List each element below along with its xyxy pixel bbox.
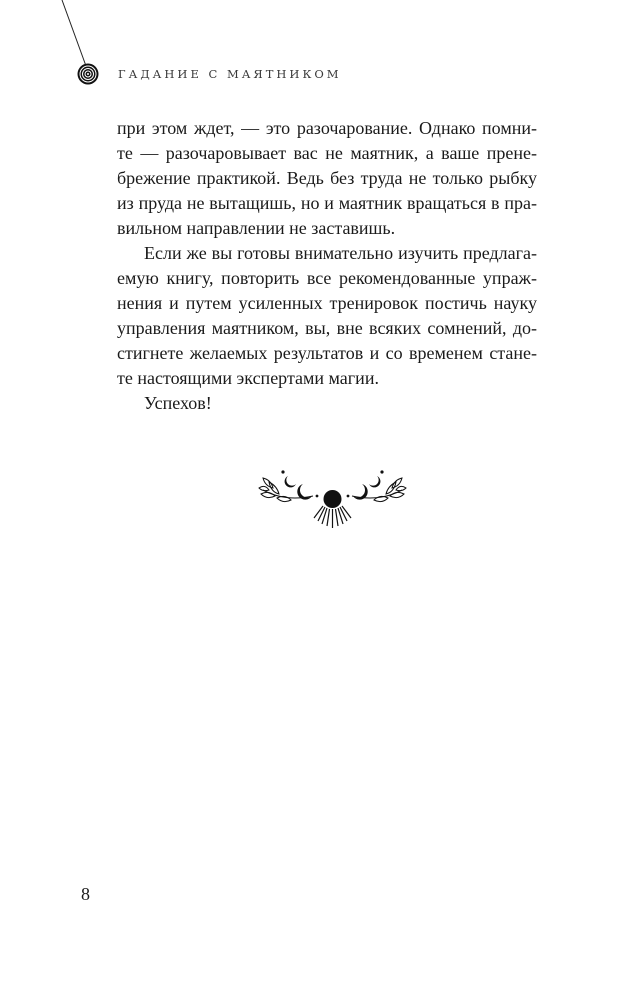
page-number: 8 — [81, 884, 90, 904]
text-line: те настоящими экспертами магии. — [117, 368, 379, 388]
text-line: брежение практикой. Ведь без труда не только рыбку — [117, 168, 537, 188]
moon-sun-laurel-icon — [255, 462, 410, 532]
text-line: Если же вы готовы внимательно изучить предлага- — [144, 243, 537, 263]
text-line: нения и путем усиленных тренировок постичь науку — [117, 293, 537, 313]
text-line: стигнете желаемых результатов и со временем стане- — [117, 343, 537, 363]
text-line: вильном направлении не заставишь. — [117, 218, 396, 238]
text-line: те — разочаровывает вас не маятник, а ваше прене- — [117, 143, 537, 163]
text-line: из пруда не вытащишь, но и маятник вращаться в пра- — [117, 193, 537, 213]
closing-line: Успехов! — [144, 393, 212, 413]
body-text — [117, 116, 537, 416]
running-head: ГАДАНИЕ С МАЯТНИКОМ — [118, 67, 342, 81]
pendulum-spiral-icon — [77, 63, 99, 85]
text-line: при этом ждет, — это разочарование. Однако помни- — [117, 118, 537, 138]
text-line: управления маятником, вы, вне всяких сомнений, до- — [117, 318, 537, 338]
text-line: емую книгу, повторить все рекомендованные упраж- — [117, 268, 537, 288]
